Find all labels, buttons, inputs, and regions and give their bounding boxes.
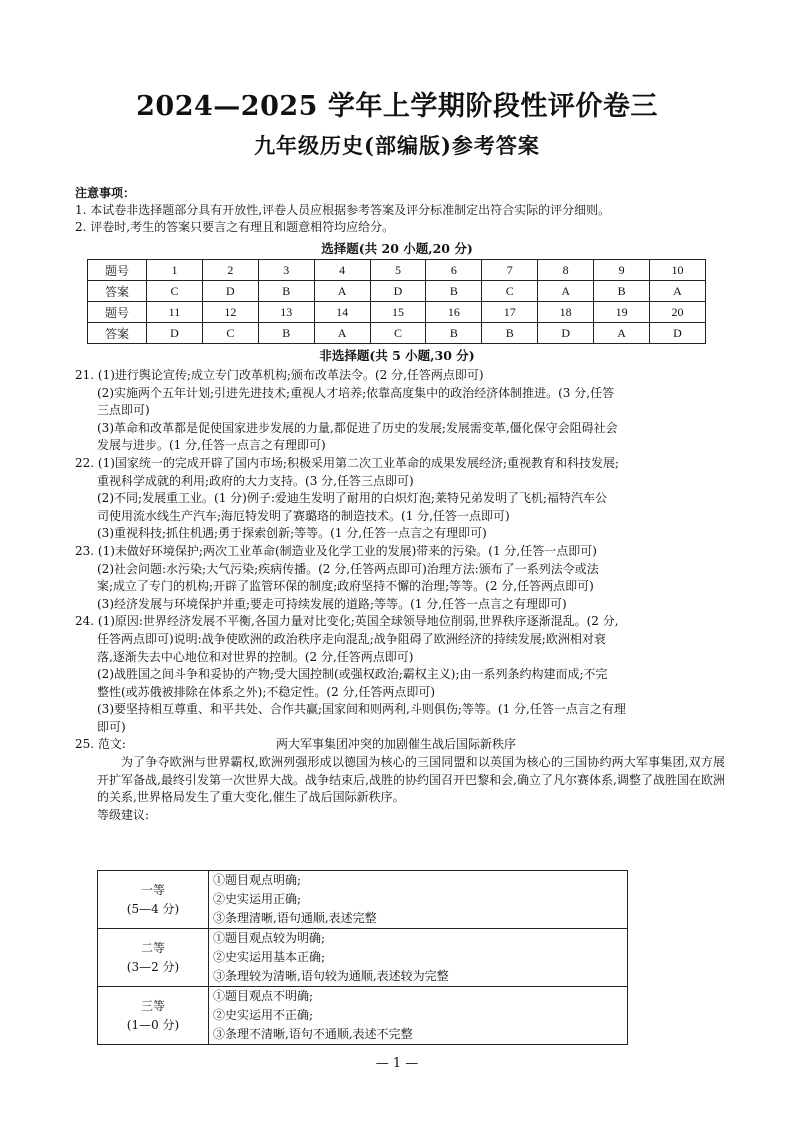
grade-level: 二等 bbox=[140, 940, 165, 955]
answer-cell: A bbox=[594, 323, 650, 344]
answer-cell: C bbox=[147, 281, 203, 302]
row-label: 答案 bbox=[88, 323, 147, 344]
answer-cell: D bbox=[538, 323, 594, 344]
answer-line: 三点即可) bbox=[97, 403, 150, 418]
criterion: ③条理较为清晰,语句较为通顺,表述较为完整 bbox=[213, 969, 449, 983]
question-number: 4 bbox=[314, 260, 370, 281]
answer-line: 司使用流水线生产汽车;海厄特发明了赛璐珞的制造技术。(1 分,任答一点即可) bbox=[97, 508, 510, 523]
essay-body: 为了争夺欧洲与世界霸权,欧洲列强形成以德国为核心的三国同盟和以英国为核心的三国协约两大军事集团,双方展开扩军备战,最终引发第一次世界大战。战争结束后,战胜的协约国召开巴黎和会,确立了凡尔赛体系,调整了战胜国在欧洲的关系,世界格局发生了重大变化,催生了战后国际新秩序。 bbox=[97, 755, 725, 805]
essay-label: 25. 范文: bbox=[75, 737, 126, 752]
question-number: 17 bbox=[482, 302, 538, 323]
answer-cell: A bbox=[650, 281, 706, 302]
criterion: ③条理清晰,语句通顺,表述完整 bbox=[213, 911, 377, 925]
grade-level-cell bbox=[98, 871, 209, 929]
answer-cell: A bbox=[538, 281, 594, 302]
criterion: ②史实运用基本正确; bbox=[213, 950, 326, 964]
grade-level-cell bbox=[98, 987, 209, 1045]
nonchoice-answers bbox=[75, 367, 725, 824]
question-number: 19 bbox=[594, 302, 650, 323]
question-number: 5 bbox=[370, 260, 426, 281]
answer-line: 任答两点即可)说明:战争使欧洲的政治秩序走向混乱;战争阻碍了欧洲经济的持续发展;欧洲相对衰 bbox=[97, 631, 606, 646]
choice-section-title: 选择题(共 20 小题,20 分) bbox=[321, 241, 473, 256]
notes-section bbox=[75, 185, 735, 236]
question-number: 9 bbox=[594, 260, 650, 281]
row-label: 题号 bbox=[88, 260, 147, 281]
page-subtitle: 九年级历史(部编版)参考答案 bbox=[254, 133, 540, 158]
answer-line: (2)战胜国之间斗争和妥协的产物;受大国控制(或强权政治;霸权主义);由一系列条约构建而成;不完 bbox=[97, 667, 608, 682]
question-number: 11 bbox=[147, 302, 203, 323]
grade-criteria-cell bbox=[209, 987, 628, 1045]
answer-cell: D bbox=[370, 281, 426, 302]
answer-line: 整性(或苏俄被排除在体系之外);不稳定性。(2 分,任答两点即可) bbox=[97, 684, 436, 699]
criterion: ①题目观点不明确; bbox=[213, 989, 314, 1003]
answer-cell: A bbox=[314, 323, 370, 344]
row-label: 题号 bbox=[88, 302, 147, 323]
answer-line: 23. (1)未做好环境保护;两次工业革命(制造业及化学工业的发展)带来的污染。(1 分,任答一点即可) bbox=[75, 543, 597, 558]
answer-line: 22. (1)国家统一的完成开辟了国内市场;积极采用第二次工业革命的成果发展经济;重视教育和科技发展; bbox=[75, 455, 620, 470]
table-row bbox=[88, 281, 706, 302]
answer-cell: C bbox=[370, 323, 426, 344]
answer-line: (3)革命和改革都是促使国家进步发展的力量,都促进了历史的发展;发展需变革,僵化保守会阻碍社会 bbox=[97, 420, 618, 435]
answer-line: (2)实施两个五年计划;引进先进技术;重视人才培养;依靠高度集中的政治经济体制推进。(3 分,任答 bbox=[97, 385, 615, 400]
answer-cell: B bbox=[258, 323, 314, 344]
grade-level: 三等 bbox=[140, 998, 165, 1013]
question-number: 16 bbox=[426, 302, 482, 323]
criterion: ②史实运用不正确; bbox=[213, 1008, 314, 1022]
answer-line: 重视科学成就的利用;政府的大力支持。(3 分,任答三点即可) bbox=[97, 473, 414, 488]
table-row bbox=[88, 302, 706, 323]
answer-cell: A bbox=[314, 281, 370, 302]
grade-label: 等级建议: bbox=[97, 807, 150, 822]
question-number: 1 bbox=[147, 260, 203, 281]
question-number: 7 bbox=[482, 260, 538, 281]
grade-score: (1—0 分) bbox=[126, 1017, 180, 1032]
choice-answer-table bbox=[87, 259, 706, 344]
question-number: 18 bbox=[538, 302, 594, 323]
grade-criteria-cell bbox=[209, 929, 628, 987]
question-number: 20 bbox=[650, 302, 706, 323]
grade-score: (3—2 分) bbox=[126, 959, 180, 974]
criterion: ③条理不清晰,语句不通顺,表述不完整 bbox=[213, 1027, 413, 1041]
question-number: 10 bbox=[650, 260, 706, 281]
answer-line: 发展与进步。(1 分,任答一点言之有理即可) bbox=[97, 438, 326, 453]
answer-line: 案;成立了专门的机构;开辟了监管环保的制度;政府坚持不懈的治理;等等。(2 分,任答两点即可) bbox=[97, 579, 594, 594]
essay-title: 两大军事集团冲突的加剧催生战后国际新秩序 bbox=[275, 737, 516, 752]
answer-line: 21. (1)进行舆论宣传;成立专门改革机构;颁布改革法令。(2 分,任答两点即可) bbox=[75, 368, 484, 382]
answer-cell: B bbox=[482, 323, 538, 344]
table-row bbox=[88, 323, 706, 344]
table-row bbox=[98, 929, 628, 987]
question-number: 2 bbox=[202, 260, 258, 281]
answer-cell: D bbox=[202, 281, 258, 302]
answer-cell: C bbox=[482, 281, 538, 302]
answer-line: 即可) bbox=[97, 719, 126, 734]
answer-cell: B bbox=[258, 281, 314, 302]
row-label: 答案 bbox=[88, 281, 147, 302]
criterion: ②史实运用正确; bbox=[213, 892, 302, 906]
page-number: — 1 — bbox=[375, 1056, 419, 1071]
note-item: 1. 本试卷非选择题部分具有开放性,评卷人员应根据参考答案及评分标准制定出符合实际的评分细则。 bbox=[75, 203, 611, 217]
answer-line: (2)不同;发展重工业。(1 分)例子:爱迪生发明了耐用的白炽灯泡;莱特兄弟发明了飞机;福特汽车公 bbox=[97, 491, 607, 506]
answer-cell: B bbox=[426, 281, 482, 302]
criterion: ①题目观点明确; bbox=[213, 873, 302, 887]
table-row bbox=[98, 987, 628, 1045]
grade-table bbox=[97, 870, 628, 1045]
answer-cell: D bbox=[650, 323, 706, 344]
essay-heading-line bbox=[75, 736, 725, 754]
nonchoice-section-title: 非选择题(共 5 小题,30 分) bbox=[319, 348, 475, 363]
notes-heading: 注意事项： bbox=[75, 186, 136, 200]
table-row bbox=[88, 260, 706, 281]
grade-score: (5—4 分) bbox=[126, 901, 180, 916]
answer-line: (2)社会问题:水污染;大气污染;疾病传播。(2 分,任答两点即可)治理方法:颁布了一系列法令或法 bbox=[97, 561, 599, 576]
note-item: 2. 评卷时,考生的答案只要言之有理且和题意相符均应给分。 bbox=[75, 220, 395, 234]
question-number: 13 bbox=[258, 302, 314, 323]
table-row bbox=[98, 871, 628, 929]
question-number: 6 bbox=[426, 260, 482, 281]
grade-level-cell bbox=[98, 929, 209, 987]
answer-line: 24. (1)原因:世界经济发展不平衡,各国力量对比变化;英国全球领导地位削弱,世界秩序逐渐混乱。(2 分, bbox=[75, 614, 619, 629]
answer-cell: D bbox=[147, 323, 203, 344]
criterion: ①题目观点较为明确; bbox=[213, 931, 326, 945]
answer-line: 落,逐渐失去中心地位和对世界的控制。(2 分,任答两点即可) bbox=[97, 649, 414, 664]
question-number: 12 bbox=[202, 302, 258, 323]
answer-cell: B bbox=[426, 323, 482, 344]
question-number: 15 bbox=[370, 302, 426, 323]
answer-cell: B bbox=[594, 281, 650, 302]
question-number: 8 bbox=[538, 260, 594, 281]
answer-cell: C bbox=[202, 323, 258, 344]
question-number: 14 bbox=[314, 302, 370, 323]
question-number: 3 bbox=[258, 260, 314, 281]
answer-line: (3)经济发展与环境保护并重;要走可持续发展的道路;等等。(1 分,任答一点言之有理即可) bbox=[97, 596, 567, 611]
answer-line: (3)要坚持相互尊重、和平共处、合作共赢;国家间和则两利,斗则俱伤;等等。(1 分,任答一点言之有理 bbox=[97, 702, 626, 717]
grade-level: 一等 bbox=[140, 882, 165, 897]
page-title: 2024—2025 学年上学期阶段性评价卷三 bbox=[136, 91, 658, 122]
answer-line: (3)重视科技;抓住机遇;勇于探索创新;等等。(1 分,任答一点言之有理即可) bbox=[97, 526, 487, 541]
grade-criteria-cell bbox=[209, 871, 628, 929]
